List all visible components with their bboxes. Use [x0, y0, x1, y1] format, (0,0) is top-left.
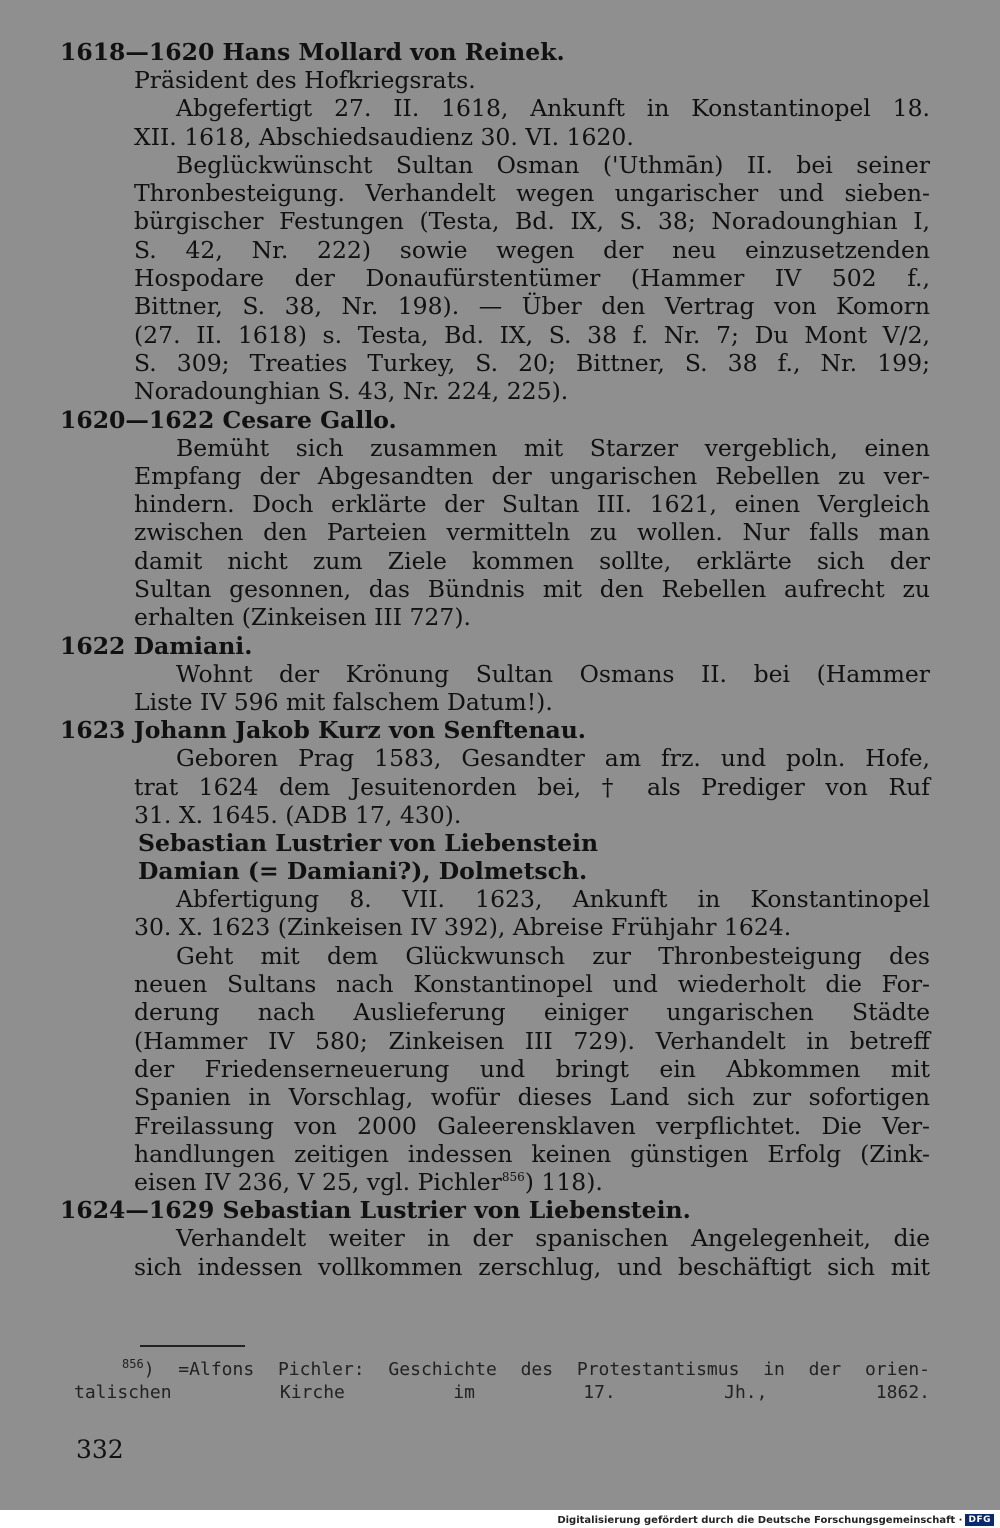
text-line: Wohnt der Krönung Sultan Osmans II. bei (Hammer	[176, 659, 930, 688]
text-line: (Hammer IV 580; Zinkeisen III 729). Verhandelt in betreff	[134, 1026, 930, 1055]
text-line: derung nach Auslieferung einiger ungarischen Städte	[134, 998, 930, 1027]
text-line: Geht mit dem Glückwunsch zur Thronbesteigung des	[176, 941, 930, 970]
text-line: neuen Sultans nach Konstantinopel und wiederholt die For-	[134, 970, 930, 999]
entry-body	[60, 744, 930, 829]
entry-subheading: Damian (= Damiani?), Dolmetsch.	[138, 857, 588, 886]
text-line: sich indessen vollkommen zerschlug, und beschäftigt sich mit	[134, 1252, 930, 1281]
entry-body	[60, 660, 930, 717]
entry-heading: 1618—1620 Hans Mollard von Reinek.	[60, 38, 565, 66]
text-line: damit nicht zum Ziele kommen sollte, erklärte sich der	[134, 546, 930, 575]
text-line: Noradounghian S. 43, Nr. 224, 225).	[134, 377, 569, 406]
entry-heading: 1623 Johann Jakob Kurz von Senftenau.	[60, 716, 586, 745]
text-line: Empfang der Abgesandten der ungarischen Rebellen zu ver-	[134, 461, 930, 490]
text-line	[134, 1168, 930, 1196]
entry-body	[60, 66, 930, 406]
entry-heading: 1620—1622 Cesare Gallo.	[60, 405, 397, 434]
digitization-credit	[557, 1514, 994, 1526]
text-line: Freilassung von 2000 Galeerensklaven verpflichtet. Die Ver-	[134, 1111, 930, 1140]
entry-heading: 1624—1629 Sebastian Lustrier von Liebenstein.	[60, 1196, 691, 1225]
text-line: Abgefertigt 27. II. 1618, Ankunft in Konstantinopel 18.	[176, 94, 930, 123]
text-line: 30. X. 1623 (Zinkeisen IV 392), Abreise Frühjahr 1624.	[134, 913, 792, 942]
entry-gallo	[60, 406, 930, 632]
footnote-text: ) =Alfons Pichler: Geschichte des Protestantismus in der orien-	[143, 1359, 930, 1380]
footnote-divider	[140, 1345, 245, 1347]
credit-text: Digitalisierung gefördert durch die Deutsche Forschungsgemeinschaft ·	[557, 1514, 963, 1526]
text-line: Bemüht sich zusammen mit Starzer vergeblich, einen	[176, 433, 930, 462]
text-line: Abfertigung 8. VII. 1623, Ankunft in Konstantinopel	[176, 885, 930, 914]
footnote-reference[interactable]: 856	[501, 1170, 525, 1185]
text-line: Liste IV 596 mit falschem Datum!).	[134, 687, 553, 716]
text-line: Beglückwünscht Sultan Osman ('Uthmān) II. bei seiner	[176, 150, 930, 179]
text-line: erhalten (Zinkeisen III 727).	[134, 603, 471, 632]
text-line: Spanien in Vorschlag, wofür dieses Land sich zur sofortigen	[134, 1083, 930, 1112]
footnote-line: talischen Kirche im 17. Jh., 1862.	[74, 1382, 930, 1403]
text-line: handlungen zeitigen indessen keinen günstigen Erfolg (Zink-	[134, 1139, 930, 1168]
text-line: trat 1624 dem Jesuitenorden bei, † als Prediger von Ruf	[134, 772, 930, 801]
text-line: (27. II. 1618) s. Testa, Bd. IX, S. 38 f. Nr. 7; Du Mont V/2,	[134, 320, 930, 349]
footnote-line	[74, 1358, 930, 1381]
text-line: Präsident des Hofkriegsrats.	[134, 66, 476, 94]
text-line: 31. X. 1645. (ADB 17, 430).	[134, 800, 462, 829]
text-line: hindern. Doch erklärte der Sultan III. 1621, einen Vergleich	[134, 490, 930, 519]
footnote	[74, 1358, 930, 1404]
text-line: Geboren Prag 1583, Gesandter am frz. und poln. Hofe,	[176, 744, 930, 773]
text-line: XII. 1618, Abschiedsaudienz 30. VI. 1620.	[134, 122, 634, 151]
page-content	[60, 38, 930, 1281]
footnote-marker: 856	[122, 1357, 144, 1371]
text-line: Thronbesteigung. Verhandelt wegen ungarischer und sieben-	[134, 179, 930, 208]
entry-heading: 1622 Damiani.	[60, 631, 253, 660]
entry-kurz	[60, 716, 930, 1196]
entry-body	[60, 434, 930, 632]
text-line: Sultan gesonnen, das Bündnis mit den Rebellen aufrecht zu	[134, 575, 930, 604]
entry-body	[60, 885, 930, 1196]
text-line: Hospodare der Donaufürstentümer (Hammer IV 502 f.,	[134, 264, 930, 293]
page-number: 332	[76, 1435, 124, 1464]
text-line: Verhandelt weiter in der spanischen Angelegenheit, die	[176, 1224, 930, 1253]
text-fragment: ) 118).	[524, 1168, 603, 1197]
entry-body	[60, 1224, 930, 1281]
entry-lustrier	[60, 1196, 930, 1281]
entry-mollard	[60, 38, 930, 406]
text-line: S. 42, Nr. 222) sowie wegen der neu einzusetzenden	[134, 235, 930, 264]
text-fragment: eisen IV 236, V 25, vgl. Pichler	[134, 1168, 502, 1197]
text-line: bürgischer Festungen (Testa, Bd. IX, S. 38; Noradounghian I,	[134, 207, 930, 236]
text-line: S. 309; Treaties Turkey, S. 20; Bittner, S. 38 f., Nr. 199;	[134, 348, 930, 377]
dfg-logo[interactable]: DFG	[965, 1514, 994, 1526]
text-line: Bittner, S. 38, Nr. 198). — Über den Vertrag von Komorn	[134, 292, 930, 321]
entry-damiani	[60, 632, 930, 717]
text-line: zwischen den Parteien vermitteln zu wollen. Nur falls man	[134, 518, 930, 547]
text-line: der Friedenserneuerung und bringt ein Abkommen mit	[134, 1054, 930, 1083]
entry-subheading: Sebastian Lustrier von Liebenstein	[138, 829, 599, 858]
